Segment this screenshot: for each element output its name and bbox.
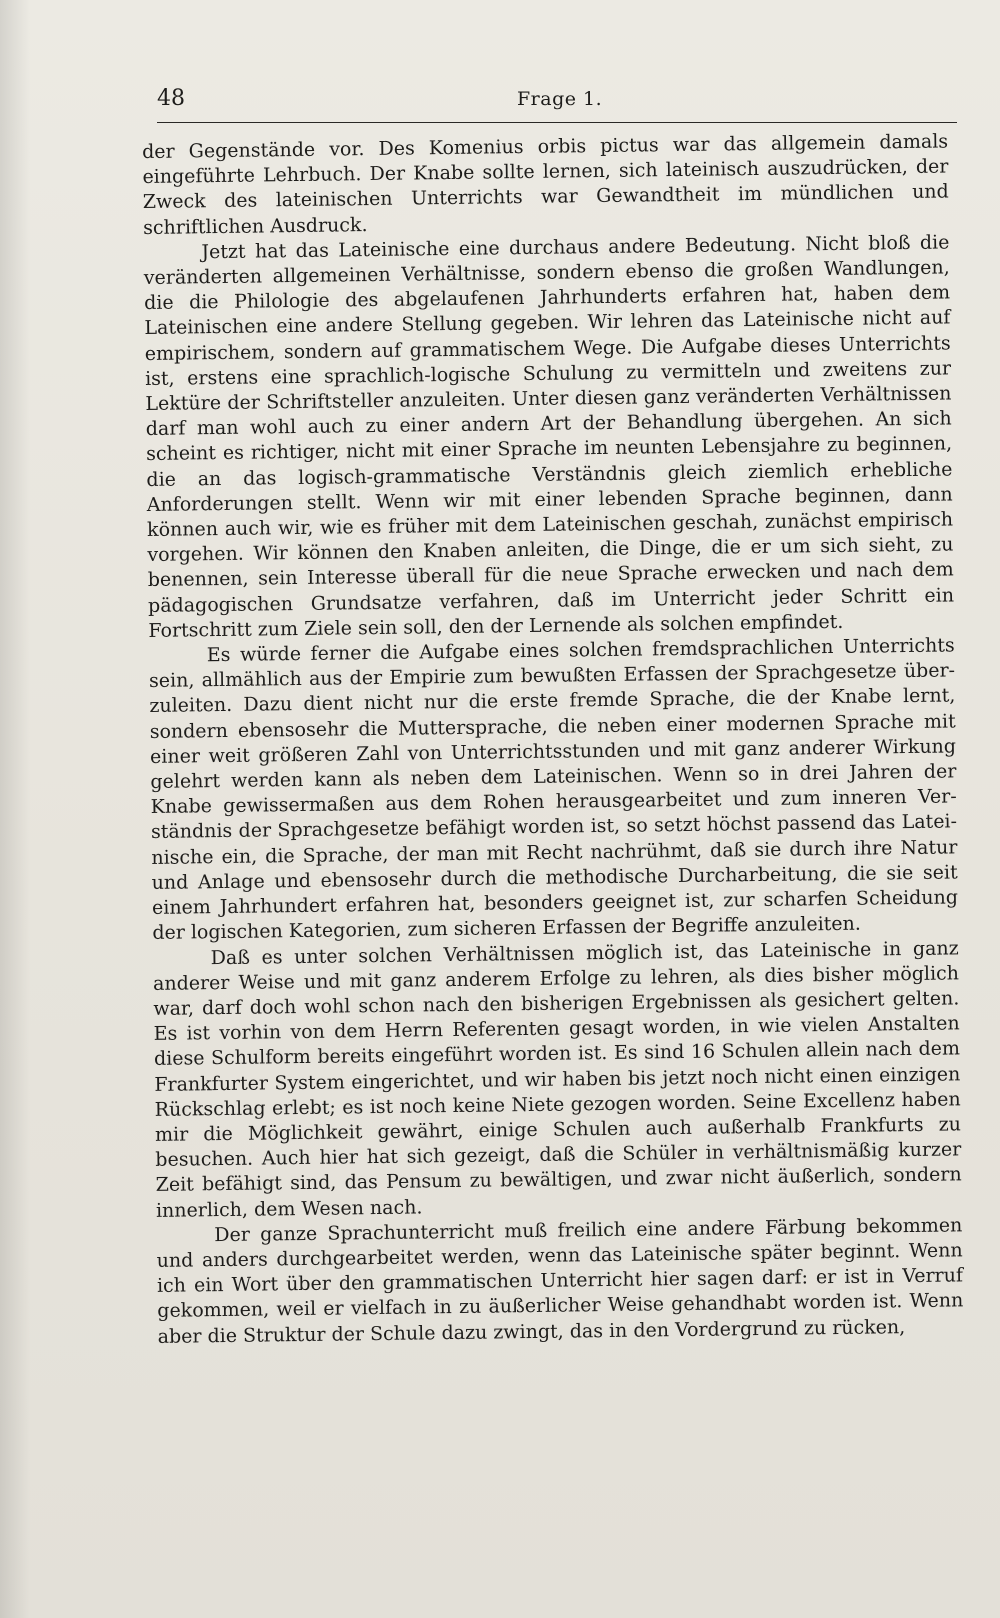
body-text: [142, 129, 964, 1349]
page-number: 48: [157, 86, 185, 111]
page-header: [157, 86, 957, 116]
page-edge-shadow: [0, 0, 30, 1618]
paragraph-1: der Gegenstände vor. Des Komenius orbis pictus war das allgemein damals eingeführte Lehrbuch. Der Knabe sollte lernen, sich lateinisch auszudrücken, der Zweck des lateinischen Unterrichts war Gewandtheit im mündlichen und schriftlichen Ausdruck.: [142, 130, 949, 239]
paragraph-3: Es würde ferner die Aufgabe eines solchen fremdsprachlichen Unterrichts sein, allmählich aus der Empirie zum bewußten Erfassen der Sprachgesetze überzuleiten. Dazu dient nicht nur die erste fremde Sprache, die der Knabe lernt, sondern ebensosehr die Muttersprache, die neben einer modernen Sprache mit einer weit größeren Zahl von Unterrichtsstunden und mit ganz anderer Wirkung gelehrt werden kann als neben dem Lateinischen. Wenn so in drei Jahren der Knabe gewissermaßen aus dem Rohen herausgearbeitet und zum inneren Verständnis der Sprachgesetze befähigt worden ist, so setzt höchst passend das Lateinische ein, die Sprache, der man mit Recht nachrühmt, daß sie durch ihre Natur und Anlage und ebensosehr durch die methodische Durcharbeitung, die sie seit einem Jahrhundert erfahren hat, besonders geeignet ist, zur scharfen Scheidung der logischen Kategorien, zum sicheren Erfassen der Begriffe anzuleiten.: [148, 634, 959, 945]
paragraph-2: Jetzt hat das Lateinische eine durchaus andere Bedeutung. Nicht bloß die veränderten allgemeinen Verhältnisse, sondern ebenso die großen Wandlungen, die die Philologie des abgelaufenen Jahrhunderts erfahren hat, haben dem Lateinischen eine andere Stellung gegeben. Wir lehren das Lateinische nicht auf empirischem, sondern auf grammatischem Wege. Die Aufgabe dieses Unterrichts ist, erstens eine sprachlich-logische Schulung zu vermitteln und zweitens zur Lektüre der Schriftsteller anzuleiten. Unter diesen ganz veränderten Verhältnissen darf man wohl auch zu einer andern Art der Behandlung übergehen. An sich scheint es richtiger, nicht mit einer Sprache im neunten Lebensjahre zu beginnen, die an das logisch-grammatische Verständnis gleich ziemlich erhebliche Anforderungen stellt. Wenn wir mit einer lebenden Sprache beginnen, dann können auch wir, wie es früher mit dem Lateinischen geschah, zunächst empirisch vorgehen. Wir können den Knaben anleiten, die Dinge, die er um sich sieht, zu benennen, sein Interesse überall für die neue Sprache erwecken und nach dem pädagogischen Grundsatze verfahren, daß im Unterricht jeder Schritt ein Fortschritt zum Ziele sein soll, den der Lernende als solchen empfindet.: [143, 231, 955, 642]
paragraph-5: Der ganze Sprachunterricht muß freilich eine andere Färbung bekommen und anders durchgearbeitet werden, wenn das Lateinische später beginnt. Wenn ich ein Wort über den grammatischen Unterricht hier sagen darf: er ist in Verruf gekommen, weil er vielfach in zu äußerlicher Weise gehandhabt worden ist. Wenn aber die Struktur der Schule dazu zwingt, das in den Vordergrund zu rücken,: [156, 1214, 964, 1348]
paragraph-4: Daß es unter solchen Verhältnissen möglich ist, das Lateinische in ganz anderer Weise und mit ganz anderem Erfolge zu lehren, als dies bisher möglich war, darf doch wohl schon nach den bisherigen Ergebnissen als gesichert gelten. Es ist vorhin von dem Herrn Referenten gesagt worden, in wie vielen Anstalten diese Schulform bereits eingeführt worden ist. Es sind 16 Schulen allein nach dem Frankfurter System eingerichtet, und wir haben bis jetzt noch nicht einen einzigen Rückschlag erlebt; es ist noch keine Niete gezogen worden. Seine Excellenz haben mir die Möglichkeit gewährt, einige Schulen auch außerhalb Frankfurts zu besuchen. Auch hier hat sich gezeigt, daß die Schüler in verhältnismäßig kurzer Zeit befähigt sind, das Pensum zu bewältigen, und zwar nicht äußerlich, sondern innerlich, dem Wesen nach.: [152, 936, 962, 1222]
running-head: Frage 1.: [517, 88, 603, 110]
header-rule: [157, 122, 957, 123]
